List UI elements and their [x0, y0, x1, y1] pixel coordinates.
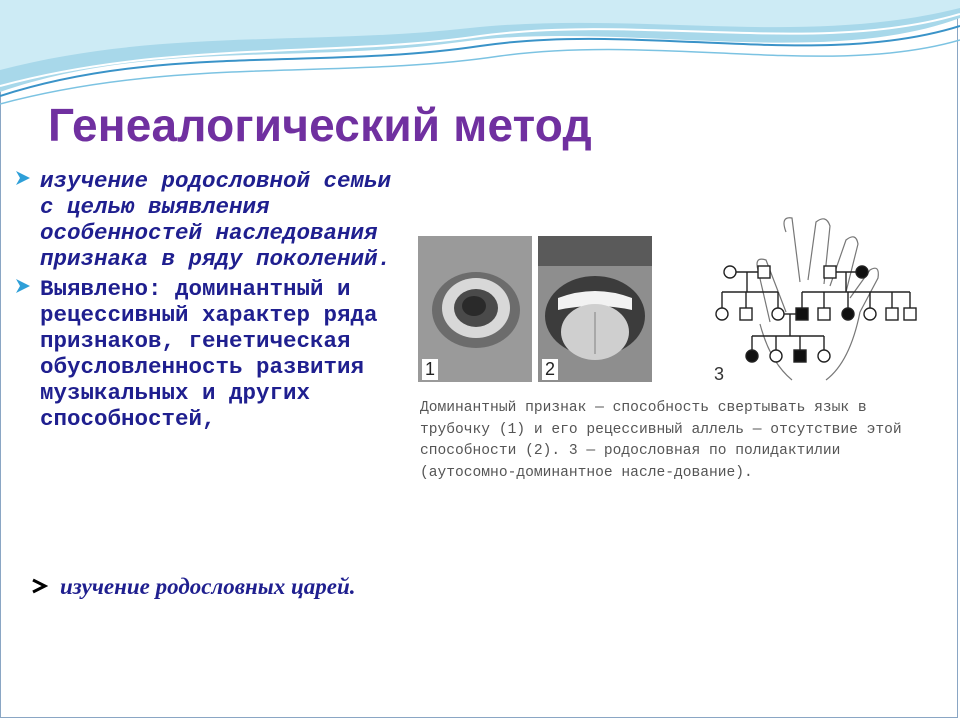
- polydactyly-pedigree-diagram: [700, 212, 934, 388]
- figure-label-1: 1: [422, 359, 438, 380]
- figure: [404, 212, 934, 522]
- figure-caption: Доминантный признак — способность свертывать язык в трубочку (1) и его рецессивный аллель — отсутствие этой способности (2). 3 — родословная по полидактилии (аутосомно-доминантное насле-дование).: [420, 400, 902, 481]
- arrow-bullet-icon: [14, 169, 32, 187]
- tongue-flat-photo: [538, 236, 652, 382]
- bullet-item: [14, 168, 414, 272]
- bullet-text: изучение родословных царей.: [60, 574, 356, 599]
- tongue-rolling-photo: [418, 236, 532, 382]
- figure-label-2: 2: [542, 359, 558, 380]
- bullet-text: Выявлено: доминантный и рецессивный характер ряда признаков, генетическая обусловленность развития музыкальных и других способностей,: [40, 276, 378, 432]
- bullet-list: [14, 168, 414, 432]
- figure-label-3: 3: [714, 364, 725, 384]
- arrow-bullet-icon: [14, 277, 32, 295]
- bullet-item: [14, 276, 414, 432]
- bullet-text: изучение родословной семьи с целью выявления особенностей наследования признака в ряду поколений.: [40, 168, 392, 272]
- slide-title: Генеалогический метод: [48, 99, 592, 151]
- arrow-bullet-icon: [30, 577, 48, 595]
- bullet-item: [30, 574, 356, 600]
